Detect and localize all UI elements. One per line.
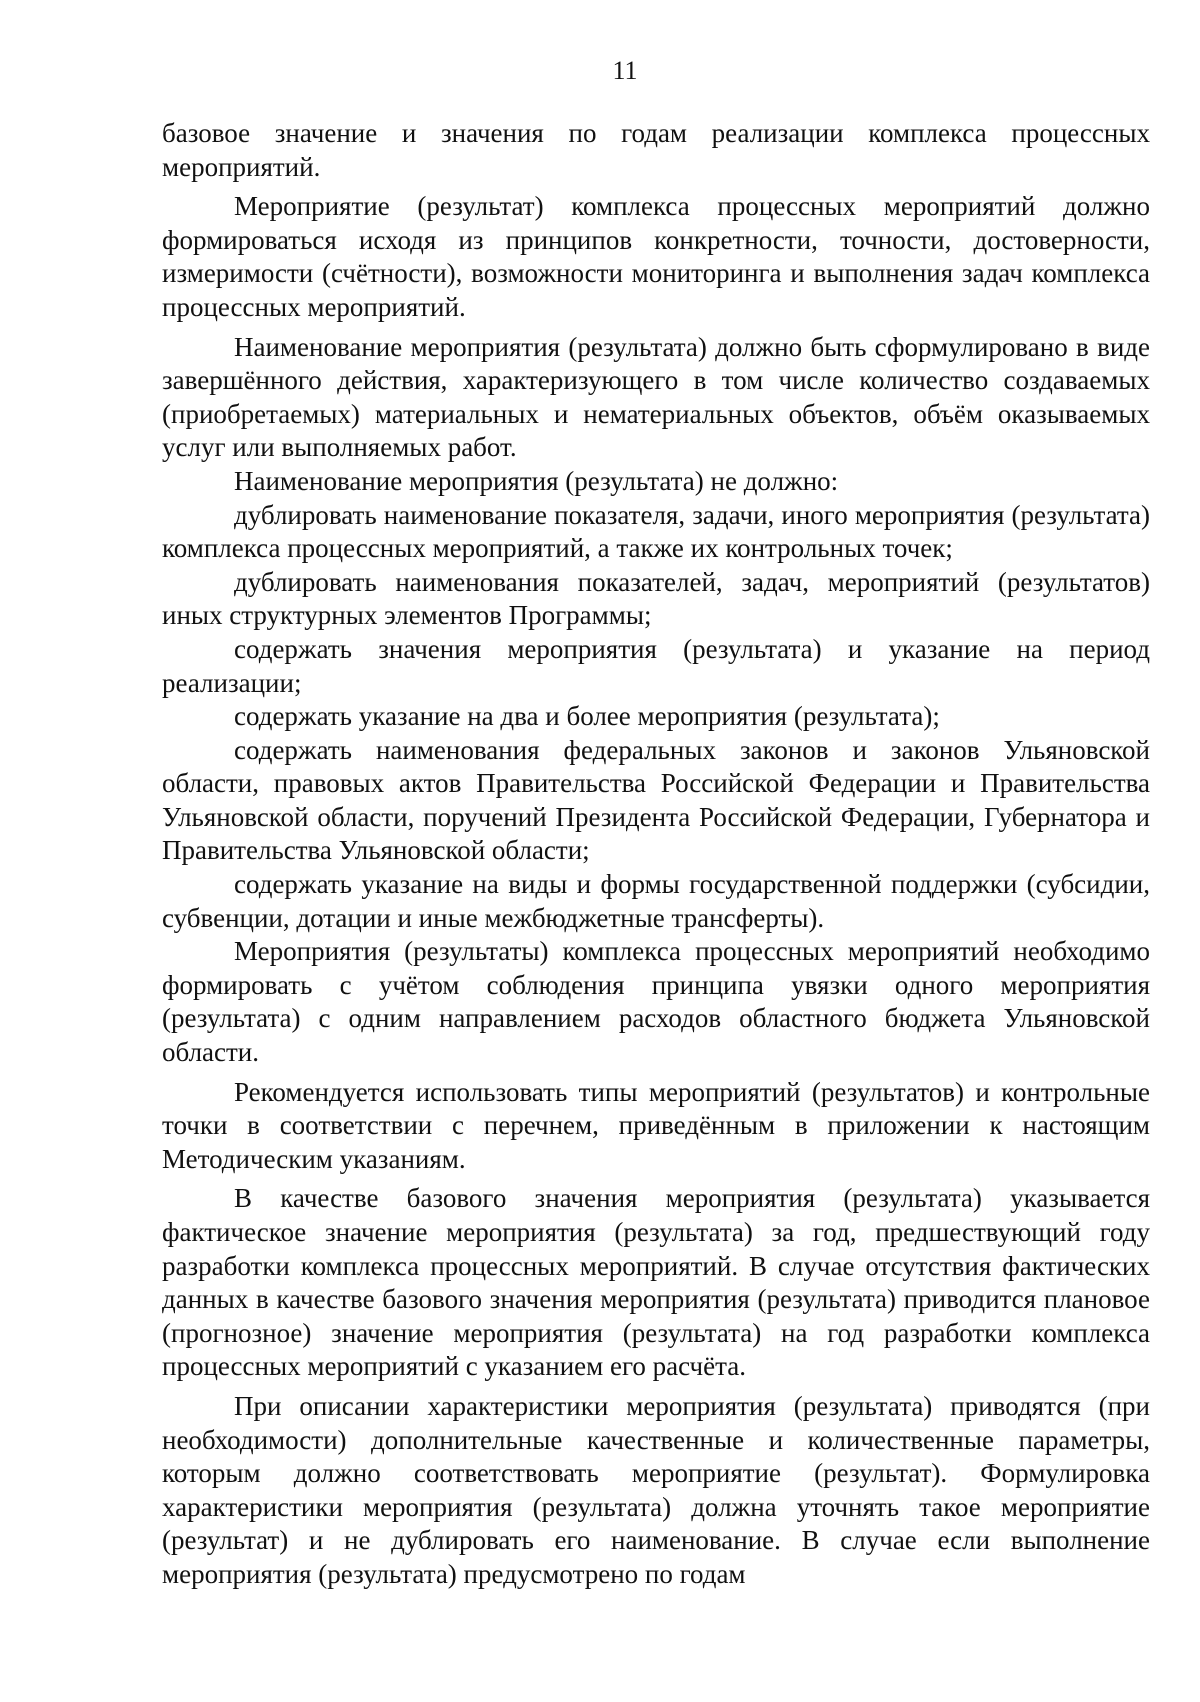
- page-number: 11: [612, 56, 638, 85]
- paragraph-6: Рекомендуется использовать типы мероприятий (результатов) и контрольные точки в соответствии с перечнем, приведённым в приложении к настоящим Методическим указаниям.: [162, 1076, 1150, 1174]
- paragraph-5: Мероприятия (результаты) комплекса процессных мероприятий необходимо формировать с учётом соблюдения принципа увязки одного мероприятия (результата) с одним направлением расходов областного бюджета Ульяновской области.: [162, 936, 1150, 1068]
- list-item-1: дублировать наименование показателя, задачи, иного мероприятия (результата) комплекса процессных мероприятий, а также их контрольных точек;: [162, 499, 1150, 564]
- document-body: [162, 117, 1150, 1592]
- paragraph-3: Наименование мероприятия (результата) должно быть сформулировано в виде завершённого действия, характеризующего в том числе количество создаваемых (приобретаемых) материальных и нематериальных объектов, объём оказываемых услуг или выполняемых работ.: [162, 331, 1150, 463]
- list-item-5: содержать наименования федеральных законов и законов Ульяновской области, правовых актов Правительства Российской Федерации и Правительства Ульяновской области, поручений Президента Российской Федерации, Губернатора и Правительства Ульяновской области;: [162, 734, 1150, 866]
- list-item-3: содержать значения мероприятия (результата) и указание на период реализации;: [162, 633, 1150, 698]
- paragraph-7: В качестве базового значения мероприятия (результата) указывается фактическое значение мероприятия (результата) за год, предшествующий году разработки комплекса процессных мероприятий. В случае отсутствия фактических данных в качестве базового значения мероприятия (результата) приводится плановое (прогнозное) значение мероприятия (результата) на год разработки комплекса процессных мероприятий с указанием его расчёта.: [162, 1183, 1150, 1382]
- paragraph-2: Мероприятие (результат) комплекса процессных мероприятий должно формироваться исходя из принципов конкретности, точности, достоверности, измеримости (счётности), возможности мониторинга и выполнения задач комплекса процессных мероприятий.: [162, 191, 1150, 322]
- paragraph-4: Наименование мероприятия (результата) не должно:: [234, 465, 839, 496]
- paragraph-8: При описании характеристики мероприятия (результата) приводятся (при необходимости) дополнительные качественные и количественные параметры, которым должно соответствовать мероприятие (результат). Формулировка характеристики мероприятия (результата) должна уточнять такое мероприятие (результат) и не дублировать его наименование. В случае если выполнение мероприятия (результата) предусмотрено по годам: [162, 1390, 1150, 1589]
- paragraph-1: базовое значение и значения по годам реализации комплекса процессных мероприятий.: [162, 118, 1150, 182]
- list-item-2: дублировать наименования показателей, задач, мероприятий (результатов) иных структурных элементов Программы;: [162, 566, 1150, 631]
- list-item-6: содержать указание на виды и формы государственной поддержки (субсидии, субвенции, дотации и иные межбюджетные трансферты).: [162, 869, 1150, 933]
- list-item-4: содержать указание на два и более мероприятия (результата);: [234, 701, 940, 732]
